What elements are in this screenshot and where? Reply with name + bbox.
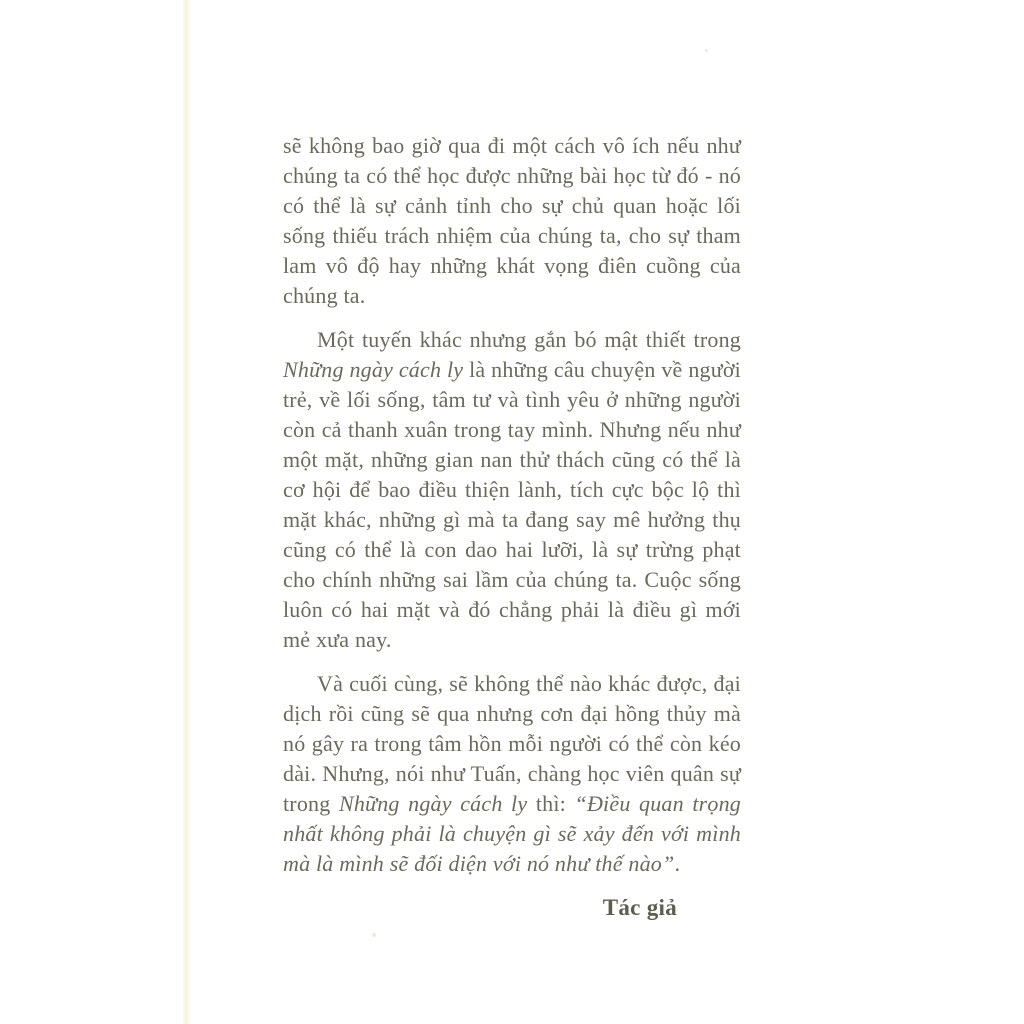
dust-speck [705,49,708,52]
paragraph-text: thì: [527,791,575,816]
book-title-text: Những ngày cách ly [283,357,464,382]
paragraph-continuation [283,131,741,311]
paragraph-text: sẽ không bao giờ qua đi một cách vô ích nếu như chúng ta có thể học được những bài học từ đó - nó có thể là sự cảnh tỉnh cho sự chủ quan hoặc lối sống thiếu trách nhiệm của chúng ta, cho sự tham lam vô độ hay những khát vọng điên cuồng của chúng ta. [283,133,741,308]
page-text-block [283,131,741,923]
author-signature-text: Tác giả [602,895,677,920]
page-edge-crease [182,0,191,1024]
paragraph-text: là những câu chuyện về người trẻ, về lối sống, tâm tư và tình yêu ở những người còn cả thanh xuân trong tay mình. Nhưng nếu như một mặt, những gian nan thử thách cũng có thể là cơ hội để bao điều thiện lành, tích cực bộc lộ thì mặt khác, những gì mà ta đang say mê hưởng thụ cũng có thể là con dao hai lưỡi, là sự trừng phạt cho chính những sai lầm của chúng ta. Cuộc sống luôn có hai mặt và đó chẳng phải là điều gì mới mẻ xưa nay. [283,357,741,652]
paragraph-text: Và cuối cùng, sẽ không thể nào khác được, đại dịch rồi cũng sẽ qua nhưng cơn đại hồng thủy mà nó gây ra trong tâm hồn mỗi người có thể còn kéo dài. Nhưng, nói như Tuấn, chàng học viên quân sự trong [283,671,741,816]
paragraph-closing [283,669,741,879]
paragraph-text: . [674,851,681,876]
author-signature [283,893,741,923]
dust-speck [372,933,376,937]
paragraph-text: Một tuyến khác nhưng gắn bó mật thiết trong [317,327,741,352]
quote-text: “Điều quan trọng nhất không phải là chuyện gì sẽ xảy đến với mình mà là mình sẽ đối diện với nó như thế nào” [283,791,742,876]
paragraph-youth-theme [283,325,741,655]
book-title-text: Những ngày cách ly [338,791,528,816]
